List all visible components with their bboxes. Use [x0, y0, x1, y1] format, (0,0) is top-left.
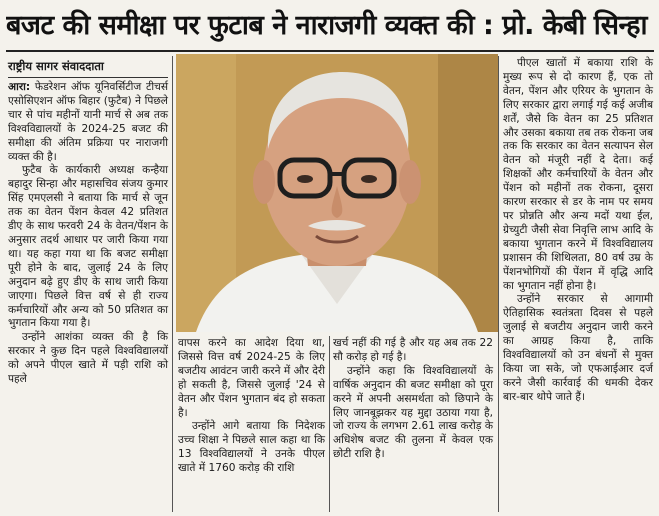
column-divider — [329, 336, 330, 512]
article-paragraph: उन्होंने कहा कि विश्वविद्यालयों के वार्षिक अनुदान की बजट समीक्षा को पूरा करने में अपनी असमर्थता को छिपाने के लिए जानबूझकर यह मुद्दा उठाया गया है, जो राज्य के लगभग 2.61 लाख करोड़ के अधिशेष बजट की तुलना में केवल एक छोटी राशि है। — [333, 364, 493, 461]
article-column-1 — [8, 81, 168, 387]
article-paragraph: फुटैब के कार्यकारी अध्यक्ष कन्हैया बहादुर सिन्हा और महासचिव संजय कुमार सिंह एमएलसी ने बताया कि मार्च से जून तक का वेतन पेंशन केवल 42 प्रतिशत डीए के साथ फरवरी 24 के वेतन/पेंशन के अनुसार तदर्थ आधार पर जारी किया गया था। यह कहा गया था कि बजट समीक्षा पूरी होने के बाद, जुलाई 24 के लिए अनुदान बढ़े हुए डीए के साथ जारी किया जाएगा। पिछले वित्त वर्ष से ही राज्य कर्मचारियों और अन्य को 50 प्रतिशत का भुगतान किया गया है। — [8, 164, 168, 330]
byline: राष्ट्रीय सागर संवाददाता — [8, 57, 168, 78]
article-paragraph: उन्होंने आशंका व्यक्त की है कि सरकार ने कुछ दिन पहले विश्वविद्यालयों को अपने पीएल खाते में पड़ी राशि को पहले — [8, 331, 168, 386]
article-paragraph: खर्च नहीं की गई है और यह अब तक 22 सौ करोड़ हो गई है। — [333, 337, 493, 363]
portrait-photo — [176, 54, 498, 332]
article-paragraph: पीएल खातों में बकाया राशि के मुख्य रूप से दो कारण हैं, एक तो वेतन, पेंशन और एरियर के भुगतान के लिए सरकार द्वारा लगाई गई कई अजीब शर्तें, जैसे कि वेतन का 25 प्रतिशत और उसका बकाया तब तक रोकना जब तक कि सरकार का वेतन सत्यापन सेल वेतन को मंजूरी नहीं दे देता। कई शिक्षकों और कर्मचारियों के वेतन और पेंशन को महीनों तक रोकना, दूसरा कारण सरकार से डर के नाम पर समय पर प्रोन्नति और अन्य मदों यथा ईल, ग्रेच्युटी जैसी सेवा निवृत्ति लाभ आदि के बकाया भुगतान करने में विश्वविद्यालय प्रशासन की शिथिलता, 80 वर्ष उम्र के पेंशनभोगियों की पेंशन में वृद्धि आदि का भुगतान नहीं होना है। — [503, 57, 653, 292]
headline-rule — [6, 50, 654, 52]
article-column-3 — [333, 337, 493, 462]
headline: बजट की समीक्षा पर फुटाब ने नाराजगी व्यक्त की : प्रो. केबी सिन्हा — [6, 10, 647, 41]
article-paragraph: आरा: फेडरेशन ऑफ यूनिवर्सिटीज टीचर्स एसोसिएशन ऑफ बिहार (फुटैब) ने पिछले चार से पांच महीनों यानी मार्च से अब तक विश्वविद्यालयों के 2024-25 बजट की समीक्षा की अंतिम प्रक्रिया पर नाराजगी व्यक्त की है। — [8, 81, 168, 163]
article-column-2 — [178, 337, 325, 476]
dateline: आरा: — [8, 81, 31, 93]
column-divider — [172, 56, 173, 512]
article-column-4 — [503, 57, 653, 405]
article-paragraph: उन्होंने सरकार से आगामी ऐतिहासिक स्वतंत्रता दिवस से पहले जुलाई से बजटीय अनुदान जारी करने का आग्रह किया है, ताकि विश्वविद्यालयों को उन बंधनों से मुक्त किया जा सके, जो एफआईआर दर्ज करने जैसी कार्रवाई की धमकी देकर बार-बार थोपे जाते हैं। — [503, 293, 653, 403]
portrait-image — [176, 54, 498, 332]
article-paragraph: वापस करने का आदेश दिया था, जिससे वित्त वर्ष 2024-25 के लिए बजटीय आवंटन जारी करने में और देरी हो सकती है, जिससे जुलाई '24 से वेतन और पेंशन भुगतान बंद हो सकता है। — [178, 337, 325, 419]
column-divider — [498, 56, 499, 512]
article-paragraph: उन्होंने आगे बताया कि निदेशक उच्च शिक्षा ने पिछले साल कहा था कि 13 विश्वविद्यालयों ने उनके पीएल खाते में 1760 करोड़ की राशि — [178, 420, 325, 475]
